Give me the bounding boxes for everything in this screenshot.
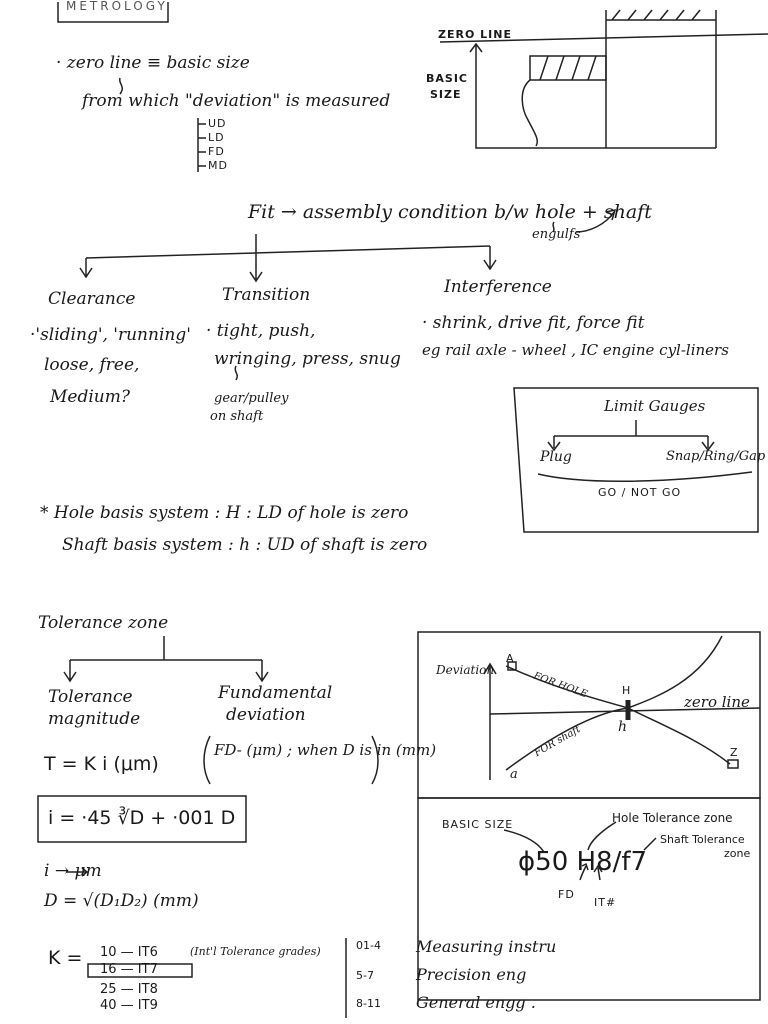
grade-row: 40 — IT9 (100, 998, 158, 1013)
transition-label: Transition (222, 285, 311, 305)
shaft-zone-caption: zone (724, 847, 751, 860)
z-label: Z (730, 746, 739, 759)
transition-desc: · tight, push, (206, 321, 316, 341)
interference-desc: · shrink, drive fit, force fit (422, 313, 645, 333)
hole-zone-caption: Hole Tolerance zone (612, 811, 733, 825)
grade-range: 5-7 (356, 969, 374, 982)
snap-label: Snap/Ring/Gap (666, 449, 766, 464)
clearance-label: Clearance (48, 289, 136, 309)
fundamental-deviation-label: Fundamental (218, 683, 333, 703)
tolerance-magnitude-label: Tolerance (48, 687, 133, 707)
deviation-item: LD (208, 131, 225, 144)
grade-row: 25 — IT8 (100, 982, 158, 997)
zero-line-graph-label: zero line (684, 693, 750, 711)
grade-row: 16 — IT7 (100, 962, 158, 977)
deviation-item: FD (208, 145, 225, 158)
tolerance-magnitude-label: magnitude (48, 709, 141, 729)
grade-use: Measuring instru (416, 937, 557, 956)
deviation-item: UD (208, 117, 227, 130)
for-hole-label: FOR HOLE (531, 670, 589, 701)
go-not-go: GO / NOT GO (598, 486, 682, 499)
interference-label: Interference (444, 277, 552, 297)
grade-range: 01-4 (356, 939, 381, 952)
basic-label: BASIC (426, 72, 468, 85)
grade-use: General engg . (416, 993, 536, 1012)
transition-desc: gear/pulley (214, 391, 289, 406)
transition-desc: on shaft (210, 409, 264, 424)
designation-spec: ϕ50 H8/f7 (518, 847, 648, 877)
formula-t: T = K i (μm) (44, 753, 159, 775)
transition-desc: wringing, press, snug (214, 349, 401, 369)
header-box-label: METROLOGY (66, 0, 168, 13)
clearance-desc: ·'sliding', 'running' (30, 325, 191, 345)
d-formula: D = √(D₁D₂) (mm) (44, 891, 199, 911)
zero-line-note: · zero line ≡ basic size (56, 53, 250, 73)
for-shaft-label: FOR shaft (532, 723, 583, 760)
limit-gauges-title: Limit Gauges (604, 397, 706, 415)
deviation-item: MD (208, 159, 228, 172)
it-caption: IT# (594, 896, 617, 909)
plug-label: Plug (540, 449, 572, 465)
i-unit: i → μm (44, 861, 102, 881)
grade-row: 10 — IT6 (100, 945, 158, 960)
a-lower-label: a (510, 767, 518, 782)
k-label: K = (48, 947, 83, 969)
fundamental-deviation-label: deviation (226, 705, 306, 725)
shaft-basis-line: Shaft basis system : h : UD of shaft is zero (62, 535, 428, 555)
formula-i: i = ·45 ∛D + ·001 D (48, 807, 236, 829)
interference-desc: eg rail axle - wheel , IC engine cyl-liners (422, 341, 729, 359)
deviation-note: from which "deviation" is measured (82, 91, 391, 111)
a-upper-label: A (506, 652, 515, 665)
grade-range: 8-11 (356, 997, 381, 1010)
shaft-zone-caption: Shaft Tolerance (660, 833, 745, 846)
formula-fd: FD- (μm) ; when D is in (mm) (214, 741, 437, 759)
clearance-desc: loose, free, (44, 355, 140, 375)
basic-size-caption: BASIC SIZE (442, 818, 514, 831)
grades-note: (Int'l Tolerance grades) (190, 945, 321, 958)
deviation-axis-label: Deviation (436, 663, 495, 677)
size-label: SIZE (430, 88, 462, 101)
engulfs-note: engulfs (532, 227, 581, 242)
fd-caption: FD (558, 888, 575, 901)
grade-use: Precision eng (416, 965, 527, 984)
zero-line-label: ZERO LINE (438, 28, 512, 41)
h-lower-label: h (618, 719, 628, 735)
clearance-desc: Medium? (50, 387, 130, 407)
h-upper-label: H (622, 684, 632, 697)
hole-basis-line: * Hole basis system : H : LD of hole is zero (40, 503, 409, 523)
tolerance-zone-title: Tolerance zone (38, 613, 169, 633)
fit-title: Fit → assembly condition b/w hole + shaft (248, 201, 652, 223)
